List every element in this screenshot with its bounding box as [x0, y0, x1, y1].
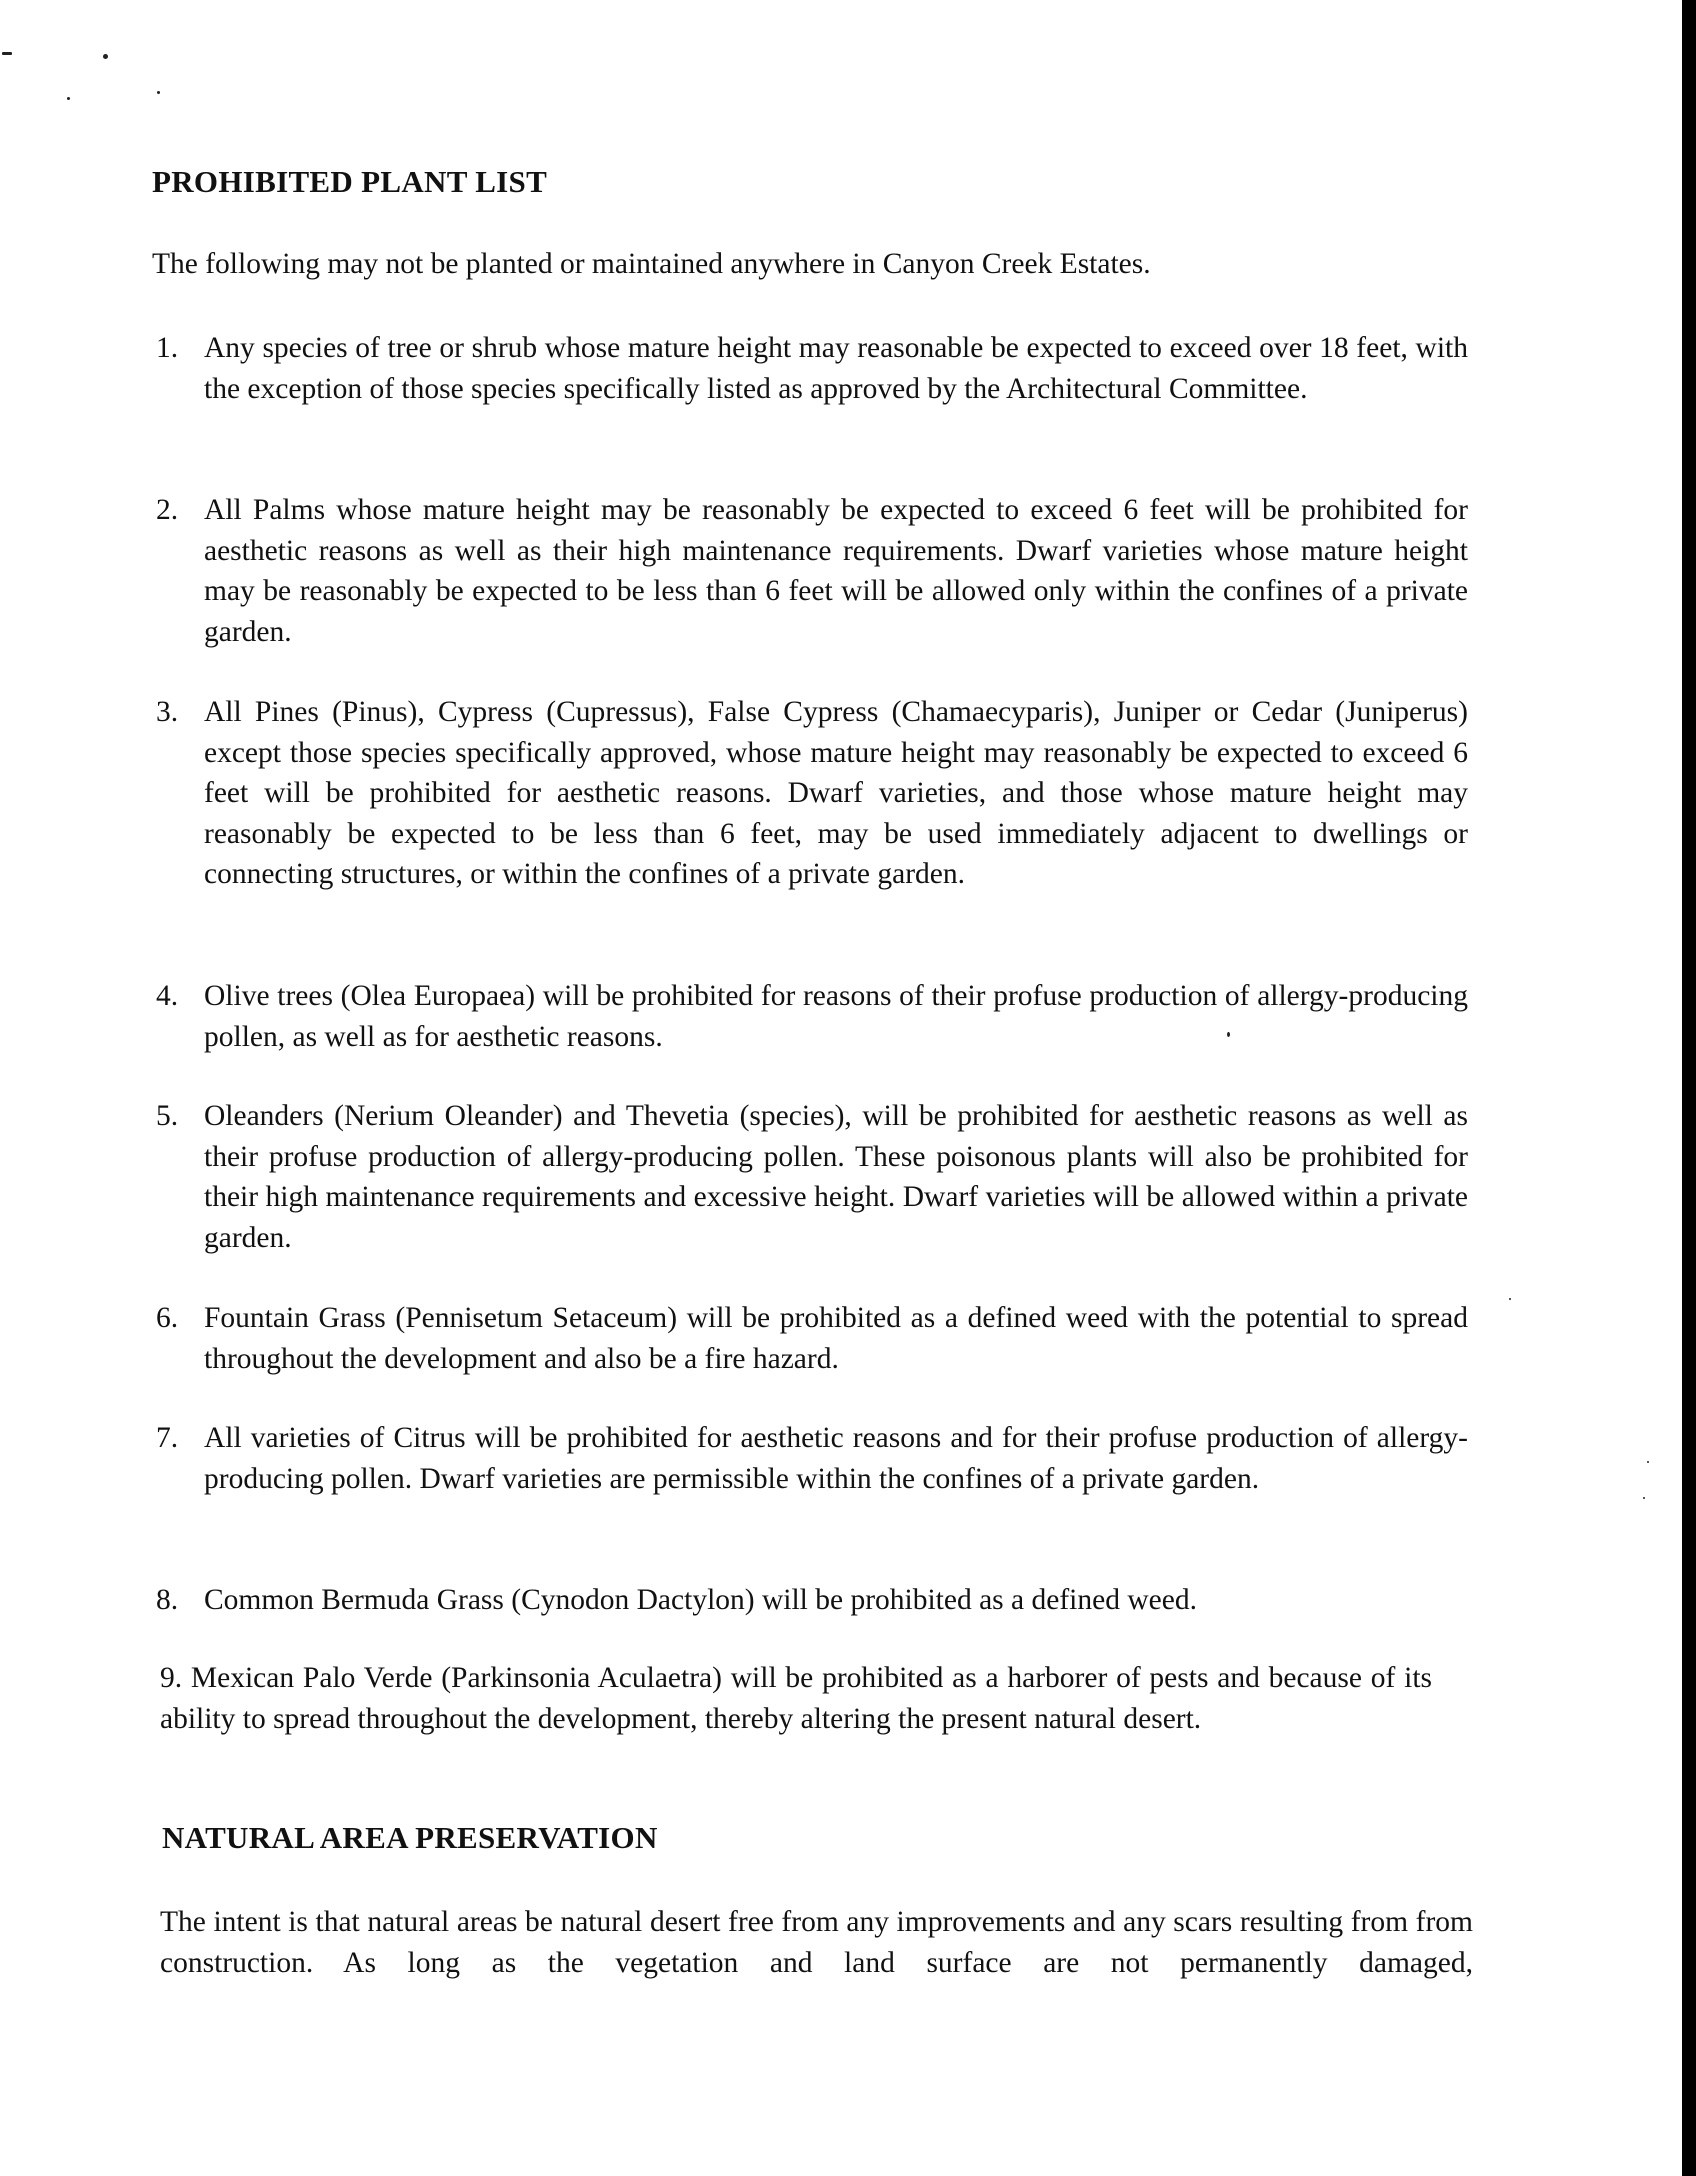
list-item	[152, 490, 1468, 652]
list-item-number: 5.	[156, 1100, 179, 1132]
list-item-number: 3.	[156, 696, 179, 728]
list-item-9-paragraph: 9. Mexican Palo Verde (Parkinsonia Aculaetra) will be prohibited as a harborer of pests and because of its ability to spread throughout the development, thereby altering the present natural desert.	[160, 1662, 1432, 1735]
list-item-text: Olive trees (Olea Europaea) will be prohibited for reasons of their profuse production of allergy-producing pollen, as well as for aesthetic reasons.	[204, 980, 1468, 1053]
section-heading-prohibited-plant-list: PROHIBITED PLANT LIST	[152, 164, 548, 199]
list-item-number: 7.	[156, 1422, 179, 1454]
list-item-number: 4.	[156, 980, 179, 1012]
list-item-number: 6.	[156, 1302, 179, 1334]
scan-speck	[1509, 1298, 1511, 1300]
scan-speck	[67, 97, 70, 100]
list-item	[152, 1418, 1468, 1499]
natural-area-paragraph: The intent is that natural areas be natural desert free from any improvements and any scars resulting from from construction. As long as the vegetation and land surface are not permanently damaged,	[160, 1906, 1473, 1979]
list-item	[152, 1096, 1468, 1258]
list-item-text: All Palms whose mature height may be reasonably be expected to exceed 6 feet will be prohibited for aesthetic reasons as well as their high maintenance requirements. Dwarf varieties whose mature height may be reasonably be expected to be less than 6 feet will be allowed only within the confines of a private garden.	[204, 494, 1468, 648]
list-item	[152, 976, 1468, 1057]
list-item-text: All Pines (Pinus), Cypress (Cupressus), False Cypress (Chamaecyparis), Juniper or Cedar (Juniperus) except those species specifically approved, whose mature height may reasonably be expected to exceed 6 feet will be prohibited for aesthetic reasons. Dwarf varieties, and those whose mature height may reasonably be expected to be less than 6 feet, may be used immediately adjacent to dwellings or connecting structures, or within the confines of a private garden.	[204, 696, 1468, 890]
list-item	[152, 328, 1468, 409]
list-item-text: All varieties of Citrus will be prohibited for aesthetic reasons and for their profuse production of allergy-producing pollen. Dwarf varieties are permissible within the confines of a private garden.	[204, 1422, 1468, 1495]
list-item-text: Oleanders (Nerium Oleander) and Thevetia (species), will be prohibited for aesthetic reasons as well as their profuse production of allergy-producing pollen. These poisonous plants will also be prohibited for their high maintenance requirements and excessive height. Dwarf varieties will be allowed within a private garden.	[204, 1100, 1468, 1254]
list-item	[152, 692, 1468, 895]
intro-paragraph: The following may not be planted or maintained anywhere in Canyon Creek Estates.	[152, 248, 1151, 280]
scan-speck	[103, 54, 108, 59]
list-item-number: 8.	[156, 1584, 179, 1616]
list-item-text: Common Bermuda Grass (Cynodon Dactylon) will be prohibited as a defined weed.	[204, 1584, 1197, 1616]
scan-edge-shadow	[1682, 0, 1696, 2176]
scan-speck	[1643, 1497, 1645, 1499]
list-item	[152, 1580, 1468, 1621]
section-heading-natural-area-preservation: NATURAL AREA PRESERVATION	[162, 1820, 658, 1855]
list-item	[152, 1298, 1468, 1379]
list-item-number: 1.	[156, 332, 179, 364]
scan-speck	[157, 91, 160, 94]
list-item-text: Fountain Grass (Pennisetum Setaceum) will be prohibited as a defined weed with the potential to spread throughout the development and also be a fire hazard.	[204, 1302, 1468, 1375]
list-item-text: Any species of tree or shrub whose mature height may reasonable be expected to exceed over 18 feet, with the exception of those species specifically listed as approved by the Architectural Committee.	[204, 332, 1468, 405]
scan-speck	[1647, 1461, 1649, 1463]
scan-speck	[2, 52, 12, 55]
list-item-number: 2.	[156, 494, 179, 526]
